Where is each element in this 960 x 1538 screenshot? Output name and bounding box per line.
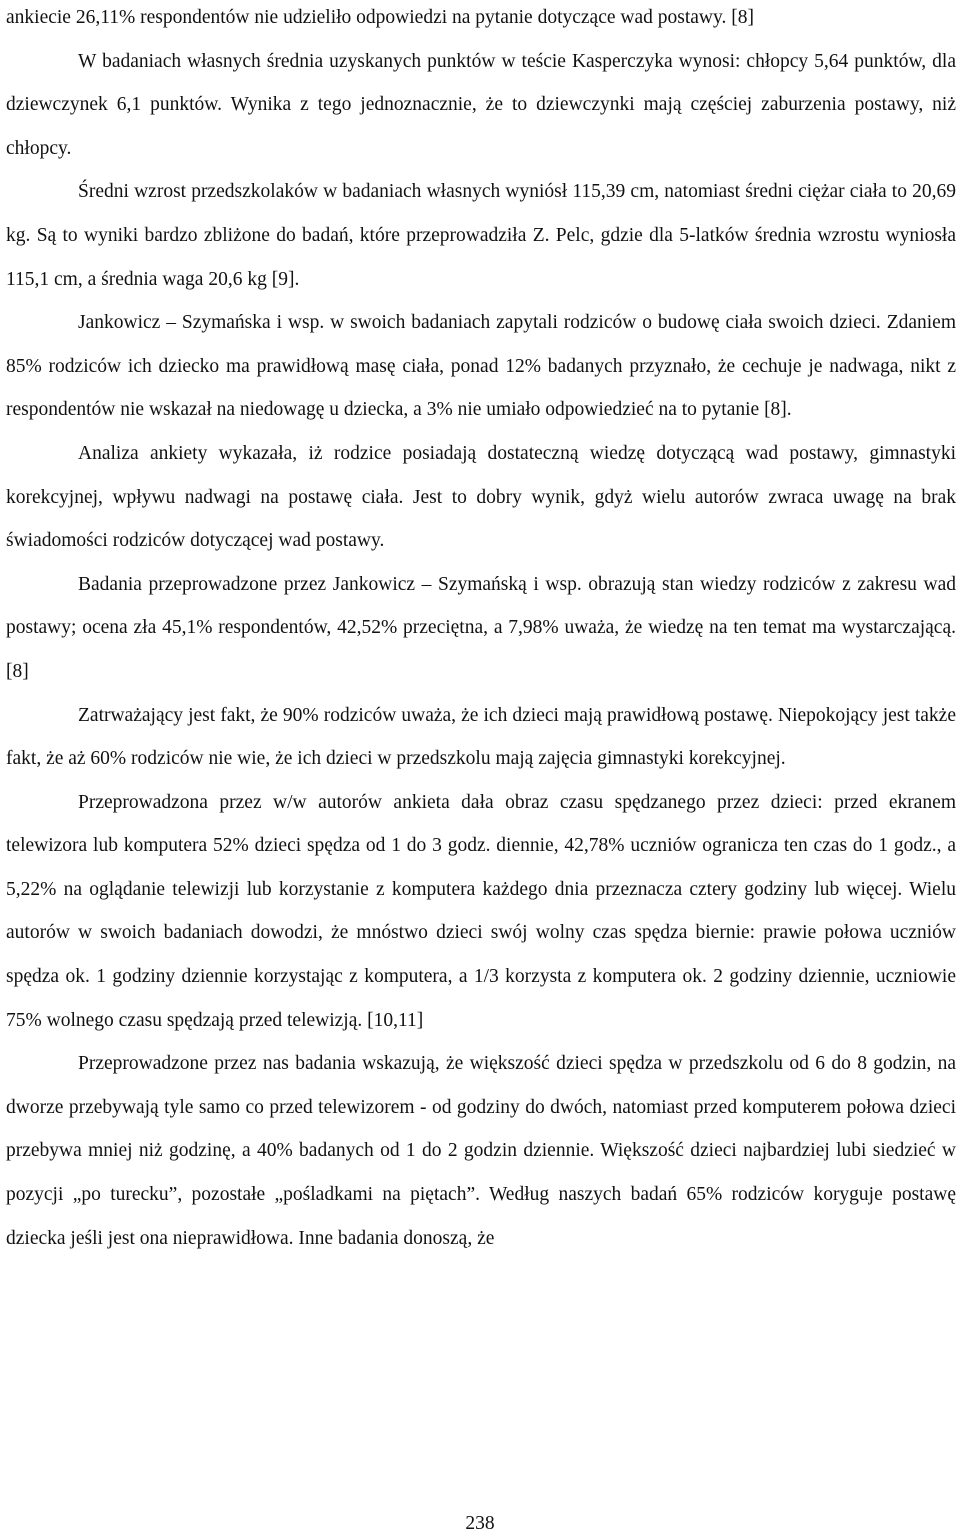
paragraph-5: Analiza ankiety wykazała, iż rodzice posiadają dostateczną wiedzę dotyczącą wad postawy, gimnastyki korekcyjnej, wpływu nadwagi na postawę ciała. Jest to dobry wynik, gdyż wielu autorów zwraca uwagę na brak świadomości rodziców dotyczącej wad postawy. xyxy=(6,442,956,552)
paragraph-2: W badaniach własnych średnia uzyskanych punktów w teście Kasperczyka wynosi: chłopcy 5,64 punktów, dla dziewczynek 6,1 punktów. Wynika z tego jednoznacznie, że to dziewczynki mają częściej zaburzenia postawy, niż chłopcy. xyxy=(6,50,956,159)
paragraph-7: Zatrważający jest fakt, że 90% rodziców uważa, że ich dzieci mają prawidłową postawę. Niepokojący jest także fakt, że aż 60% rodziców nie wie, że ich dzieci w przedszkolu mają zajęcia gimnastyki korekcyjnej. xyxy=(6,704,956,770)
paragraph-1: ankiecie 26,11% respondentów nie udzieliło odpowiedzi na pytanie dotyczące wad postawy. [8] xyxy=(6,7,754,28)
document-body xyxy=(6,0,956,1260)
paragraph-3: Średni wzrost przedszkolaków w badaniach własnych wyniósł 115,39 cm, natomiast średni ciężar ciała to 20,69 kg. Są to wyniki bardzo zbliżone do badań, które przeprowadziła Z. Pelc, gdzie dla 5-latków średnia wzrostu wyniosła 115,1 cm, a średnia waga 20,6 kg [9]. xyxy=(6,181,956,290)
paragraph-9: Przeprowadzone przez nas badania wskazują, że większość dzieci spędza w przedszkolu od 6 do 8 godzin, na dworze przebywają tyle samo co przed telewizorem - od godziny do dwóch, natomiast przed komputerem połowa dzieci przebywa mniej niż godzinę, a 40% badanych od 1 do 2 godzin dziennie. Większość dzieci najbardziej lubi siedzieć w pozycji „po turecku”, pozostałe „pośladkami na piętach”. Według naszych badań 65% rodziców koryguje postawę dziecka jeśli jest ona nieprawidłowa. Inne badania donoszą, że xyxy=(6,1053,956,1249)
page-number: 238 xyxy=(465,1513,495,1534)
paragraph-8: Przeprowadzona przez w/w autorów ankieta dała obraz czasu spędzanego przez dzieci: przed ekranem telewizora lub komputera 52% dzieci spędza od 1 do 3 godz. diennie, 42,78% uczniów ogranicza ten czas do 1 godz., a 5,22% na oglądanie telewizji lub korzystanie z komputera każdego dnia przeznacza cztery godziny lub więcej. Wielu autorów w swoich badaniach dowodzi, że mnóstwo dzieci swój wolny czas spędza biernie: prawie połowa uczniów spędza ok. 1 godziny dziennie korzystając z komputera, a 1/3 korzysta z komputera ok. 2 godziny dziennie, uczniowie 75% wolnego czasu spędzają przed telewizją. [10,11] xyxy=(6,791,956,1031)
paragraph-6: Badania przeprowadzone przez Jankowicz – Szymańską i wsp. obrazują stan wiedzy rodziców z zakresu wad postawy; ocena zła 45,1% respondentów, 42,52% przeciętna, a 7,98% uważa, że wiedzę na ten temat ma wystarczającą. [8] xyxy=(6,573,956,682)
paragraph-4: Jankowicz – Szymańska i wsp. w swoich badaniach zapytali rodziców o budowę ciała swoich dzieci. Zdaniem 85% rodziców ich dziecko ma prawidłową masę ciała, ponad 12% badanych przyznało, że cechuje je nadwaga, nikt z respondentów nie wskazał na niedowagę u dziecka, a 3% nie umiało odpowiedzieć na to pytanie [8]. xyxy=(6,312,956,421)
